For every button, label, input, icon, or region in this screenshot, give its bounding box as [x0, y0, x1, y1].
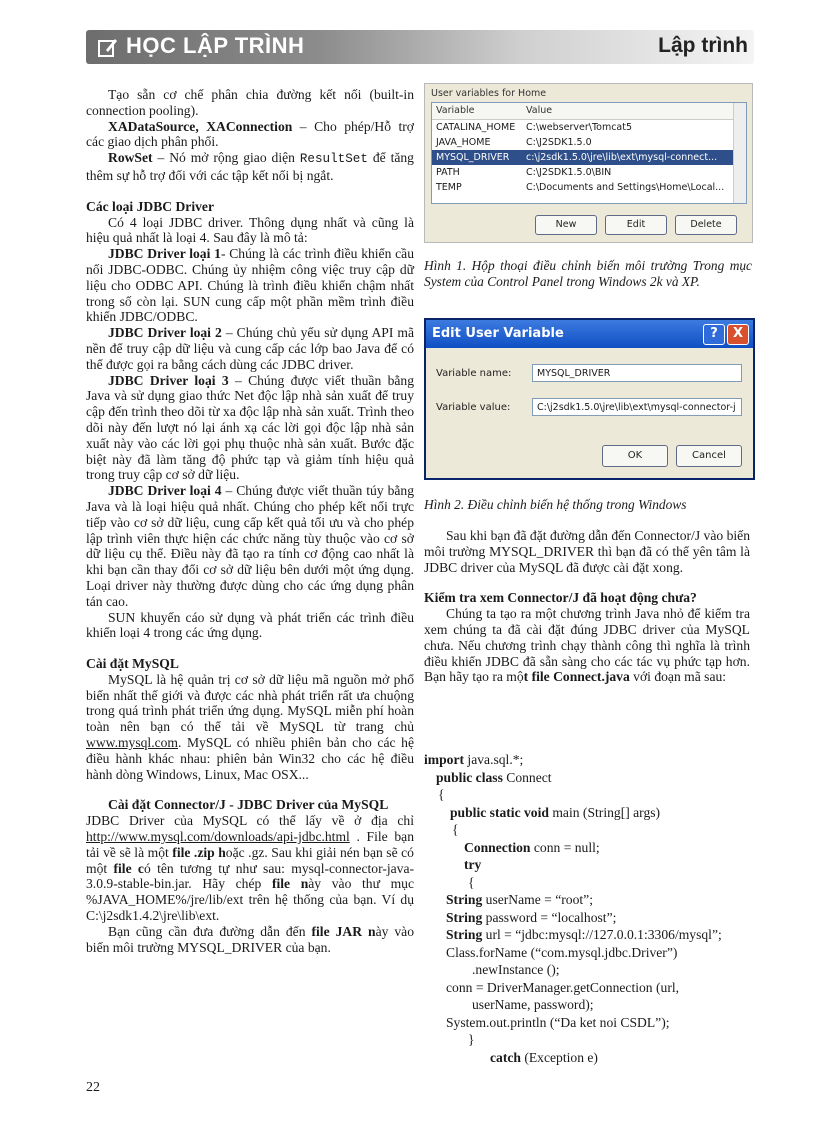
variable-row[interactable] [432, 180, 746, 195]
paragraph: Có 4 loại JDBC driver. Thông dụng nhất và cũng là hiệu quả nhất là loại 4. Sau đây là mô tả: [86, 214, 414, 246]
section-heading-connector: Cài đặt Connector/J - JDBC Driver của MySQL [108, 797, 389, 813]
paragraph: RowSet – Nó mở rộng giao diện ResultSet để tăng thêm sự hỗ trợ đối với các tập kết nối bị ngắt. [86, 150, 414, 183]
variable-value: C:\Documents and Settings\Home\Local... [526, 182, 725, 193]
code-line: .newInstance (); [472, 962, 560, 977]
variable-name: CATALINA_HOME [436, 122, 516, 133]
section-heading-drivers: Các loại JDBC Driver [86, 198, 214, 214]
code-line: conn = DriverManager.getConnection (url, [446, 979, 680, 995]
paragraph: JDBC Driver loại 3 – Chúng được viết thuần bằng Java và sử dụng giao thức Net độc lập nhà sản xuất để truy cập đến trình theo dõi từ xa độc lập nhà sản xuất. Trình theo dõi này đến lượt nó lại ánh xạ các lời gọi độc lập nhà sản xuất này vào các lời gọi phụ thuộc nhà sản xuất. Bước đặc biệt này đã làm tăng độ phức tạp và giảm tính hiệu quả trong truy cập cơ sở dữ liệu. [86, 372, 414, 483]
edit-button[interactable]: Edit [605, 215, 667, 235]
variable-value-field[interactable]: C:\j2sdk1.5.0\jre\lib\ext\mysql-connector-j [532, 398, 742, 416]
mysql-link[interactable]: www.mysql.com [86, 735, 179, 751]
cancel-button[interactable]: Cancel [676, 445, 742, 467]
variable-name: JAVA_HOME [436, 137, 491, 148]
code-line: public static void main (String[] args) [450, 804, 661, 820]
page-number: 22 [86, 1080, 100, 1095]
code-line: import java.sql.*; [424, 752, 524, 767]
variable-name: MYSQL_DRIVER [436, 152, 510, 163]
dialog-title: Edit User Variable [432, 326, 564, 341]
paragraph: JDBC Driver loại 1- Chúng là các trình điều khiển cầu nối JDBC-ODBC. Chúng ủy nhiệm công việc truy cập dữ liệu cho ODBC API. Chúng là trình điều khiển chậm nhất trong số còn lại. SUN cung cấp một phần mềm trình điều khiển JDBC/ODBC. [86, 246, 415, 325]
section-label: Lập trình [658, 34, 748, 57]
paragraph: Tạo sẵn cơ chế phân chia đường kết nối (built-in connection pooling). [86, 87, 414, 118]
code-line: { [468, 874, 475, 890]
group-label: User variables for Home [431, 88, 547, 99]
column-variable[interactable]: Variable [436, 105, 475, 116]
code-line: } [468, 1032, 475, 1047]
figure1-caption: Hình 1. Hộp thoại điều chỉnh biến môi trường Trong mục System của Control Panel trong Windows 2k và XP. [424, 258, 752, 289]
code-line: { [452, 822, 459, 837]
paragraph: SUN khuyến cáo sử dụng và phát triển các trình điều khiển loại 4 trong các ứng dụng. [86, 609, 414, 641]
variable-value: C:\J2SDK1.5.0\BIN [526, 167, 612, 178]
code-line: catch (Exception e) [490, 1049, 598, 1065]
paragraph: Sau khi bạn đã đặt đường dẫn đến Connector/J vào biến môi trường MYSQL_DRIVER thì bạn đã có thể yên tâm là JDBC driver của MySQL đã được cài đặt xong. [424, 528, 750, 575]
variable-row[interactable] [432, 150, 746, 165]
variable-row[interactable] [432, 135, 746, 150]
variable-value-label: Variable value: [436, 402, 511, 413]
paragraph: MySQL là hệ quản trị cơ sở dữ liệu mã nguồn mở phổ biến nhất thế giới và được các nhà phát triển rất ưa chuộng trong quá trình phát triển ứng dụng. MySQL miễn phí hoàn toàn nên bạn có thể tải về MySQL từ trang chủ www.mysql.com. MySQL có nhiều phiên bản cho các hệ điều hành khác nhau: phiên bản Win32 cho các hệ điều hành dòng Windows, Linux, Mac OSX... [86, 671, 414, 782]
help-icon[interactable]: ? [703, 324, 725, 345]
banner-title: HỌC LẬP TRÌNH [126, 33, 305, 58]
code-listing [424, 751, 754, 1066]
variable-name-label: Variable name: [436, 368, 512, 379]
close-icon[interactable]: X [727, 324, 749, 345]
column-value[interactable]: Value [526, 105, 553, 116]
list-header [432, 103, 746, 120]
dialog-titlebar [426, 320, 753, 348]
variables-list[interactable] [431, 102, 747, 204]
header-banner [86, 30, 754, 64]
paragraph: Chúng ta tạo ra một chương trình Java nhỏ để kiểm tra xem chúng ta đã cài đặt đúng JDBC driver của MySQL chưa. Nếu chương trình chạy thành công thì nghĩa là trình điều khiển JDBC đã sẵn sàng cho các tác vụ phức tạp hơn. Bạn hãy tạo ra một file Connect.java với đoạn mã sau: [424, 606, 750, 685]
variable-row[interactable] [432, 120, 746, 135]
download-link[interactable]: http://www.mysql.com/downloads/api-jdbc.html [86, 829, 350, 845]
code-line: public class Connect [436, 769, 552, 785]
figure2-edit-variable-dialog [424, 318, 755, 480]
code-line: Class.forName (“com.mysql.jdbc.Driver”) [446, 944, 678, 960]
paragraph: JDBC Driver loại 4 – Chúng được viết thuần túy bằng Java và là loại hiệu quả nhất. Chúng cho phép kết nối trực tiếp vào cơ sở dữ liệu, cung cấp kết quả tối ưu và cho phép lập trình viên thực hiện các chức năng tùy thuộc vào cơ sở dữ liệu cụ thể. Điều này đã tạo ra tính cơ động cao nhất là khi bạn cần thay đổi cơ sở dữ liệu bên dưới một ứng dụng. Loại driver này thường được dùng cho các ứng dụng phân tán cao. [86, 483, 415, 609]
variable-row[interactable] [432, 165, 746, 180]
section-heading-mysql: Cài đặt MySQL [86, 656, 179, 672]
left-column [86, 87, 414, 955]
variable-value: C:\webserver\Tomcat5 [526, 122, 633, 133]
paragraph: JDBC Driver của MySQL có thể lấy về ở địa chỉ http://www.mysql.com/downloads/api-jdbc.html . File bạn tải về sẽ là một file .zip hoặc .gz. Sau khi giải nén bạn sẽ có một file có tên tương tự như sau: mysql-connector-java-3.0.9-stable-bin.jar. Hãy chép file này vào thư mục %JAVA_HOME%/jre/lib/ext trên hệ thống của bạn. Ví dụ C:\j2sdk1.4.2\jre\lib\ext. [86, 813, 415, 924]
code-line: { [438, 787, 445, 802]
code-line: String url = “jdbc:mysql://127.0.0.1:3306/mysql”; [446, 927, 722, 942]
variable-value: c:\j2sdk1.5.0\jre\lib\ext\mysql-connect... [526, 152, 718, 163]
code-line: userName, password); [472, 997, 594, 1012]
paragraph: XADataSource, XAConnection – Cho phép/Hỗ trợ các giao dịch phân phối. [86, 118, 414, 150]
code-line: String userName = “root”; [446, 892, 593, 907]
code-line: try [464, 857, 482, 872]
code-line: Connection conn = null; [464, 839, 600, 855]
new-button[interactable]: New [535, 215, 597, 235]
variable-name-field[interactable]: MYSQL_DRIVER [532, 364, 742, 382]
paragraph: Bạn cũng cần đưa đường dẫn đến file JAR này vào biến môi trường MYSQL_DRIVER của bạn. [86, 923, 415, 955]
variable-value: C:\J2SDK1.5.0 [526, 137, 592, 148]
paragraph: JDBC Driver loại 2 – Chúng chủ yếu sử dụng API mã nền để truy cập dữ liệu và cung cấp các lớp bao Java để có thể được gọi ra bằng cách dùng các JDBC driver. [86, 325, 414, 372]
delete-button[interactable]: Delete [675, 215, 737, 235]
ok-button[interactable]: OK [602, 445, 668, 467]
figure1-env-variables-screenshot [424, 83, 753, 243]
variable-name: PATH [436, 167, 460, 178]
right-column [424, 528, 750, 685]
figure2-caption: Hình 2. Điều chỉnh biến hệ thống trong Windows [424, 497, 687, 512]
scrollbar[interactable] [733, 103, 746, 203]
code-line: System.out.println (“Da ket noi CSDL”); [446, 1014, 670, 1030]
code-line: String password = “localhost”; [446, 909, 617, 925]
pencil-notebook-icon [98, 36, 118, 58]
variable-name: TEMP [436, 182, 462, 193]
section-heading-check: Kiểm tra xem Connector/J đã hoạt động chưa? [424, 590, 697, 606]
